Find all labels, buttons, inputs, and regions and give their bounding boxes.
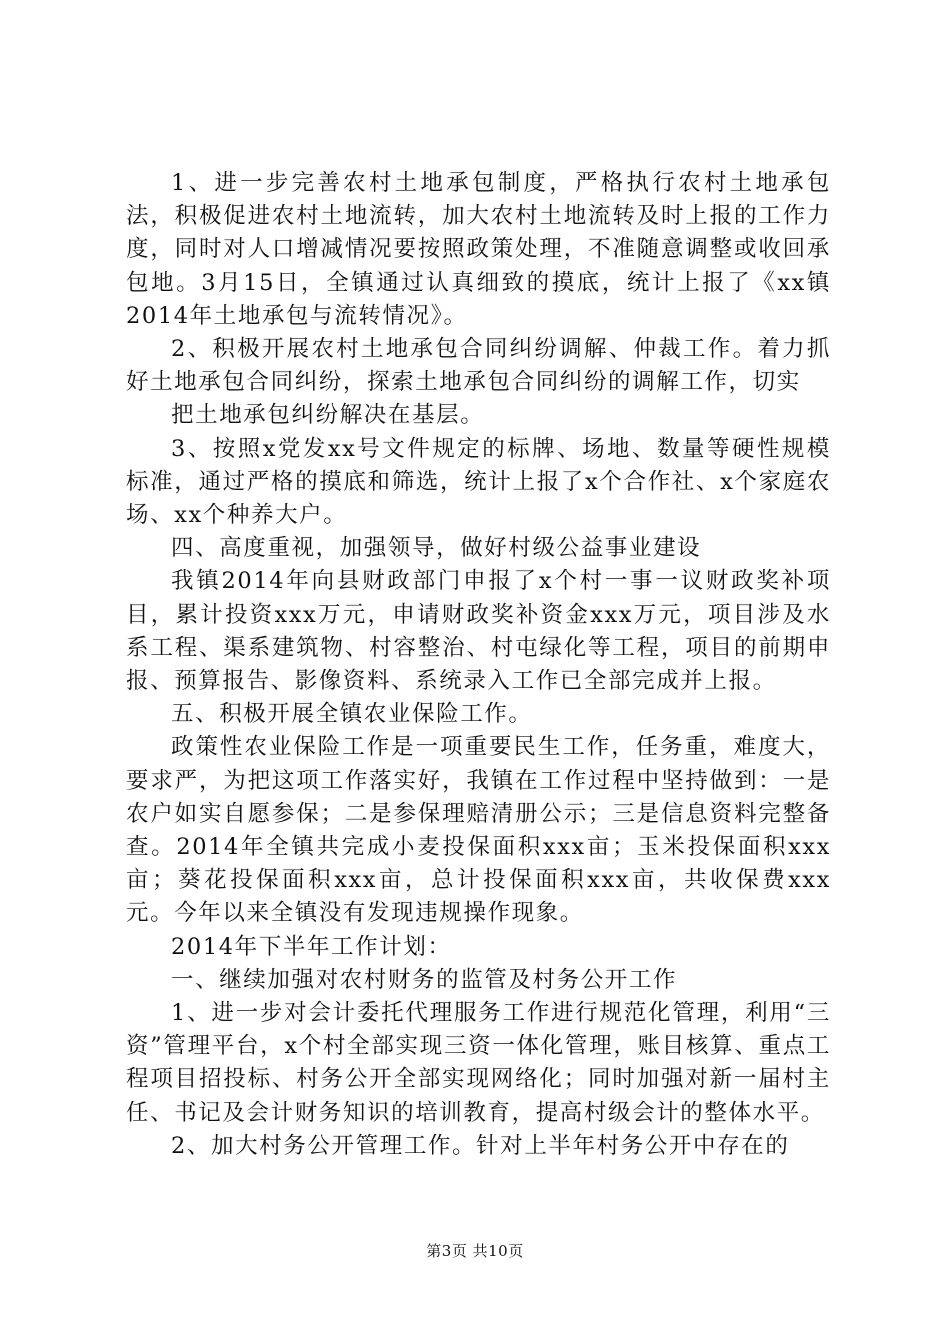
heading-second-half-plan: 2014年下半年工作计划： [171, 933, 452, 960]
section-heading-village-finance: 一、继续加强对农村财务的监管及村务公开工作 [171, 966, 678, 993]
section-heading-agricultural-insurance: 五、积极开展全镇农业保险工作。 [171, 701, 533, 728]
paragraph-contract-disputes: 2、积极开展农村土地承包合同纠纷调解、仲裁工作。着力抓好土地承包合同纠纷，探索土地承包合同纠纷的调解工作，切实 [126, 336, 831, 396]
paragraph-resolve-at-grassroots: 把土地承包纠纷解决在基层。 [171, 402, 485, 429]
paragraph-village-affairs-disclosure: 2、加大村务公开管理工作。针对上半年村务公开中存在的 [171, 1132, 790, 1159]
page-number-footer: 第3页 共10页 [426, 1242, 524, 1260]
paragraph-accounting-agency: 1、进一步对会计委托代理服务工作进行规范化管理，利用“三资”管理平台，x个村全部实现三资一体化管理，账目核算、重点工程项目招投标、村务公开全部实现网络化；同时加强对新一届村主任、书记及会计财务知识的培训教育，提高村级会计的整体水平。 [126, 1000, 831, 1126]
paragraph-public-welfare-projects: 我镇2014年向县财政部门申报了x个村一事一议财政奖补项目，累计投资xxx万元，申请财政奖补资金xxx万元，项目涉及水系工程、渠系建筑物、村容整治、村屯绿化等工程，项目的前期申报、预算报告、影像资料、系统录入工作已全部完成并上报。 [126, 568, 831, 695]
document-body [126, 167, 831, 1163]
paragraph-cooperatives: 3、按照x党发xx号文件规定的标牌、场地、数量等硬性规模标准，通过严格的摸底和筛选，统计上报了x个合作社、x个家庭农场、xx个种养大户。 [126, 435, 831, 529]
paragraph-land-contract-system: 1、进一步完善农村土地承包制度，严格执行农村土地承包法，积极促进农村土地流转，加大农村土地流转及时上报的工作力度，同时对人口增减情况要按照政策处理，不准随意调整或收回承包地。3月15日，全镇通过认真细致的摸底，统计上报了《xx镇2014年土地承包与流转情况》。 [126, 170, 831, 329]
paragraph-agricultural-insurance: 政策性农业保险工作是一项重要民生工作，任务重，难度大，要求严，为把这项工作落实好，我镇在工作过程中坚持做到：一是农户如实自愿参保；二是参保理赔清册公示；三是信息资料完整备查。2014年全镇共完成小麦投保面积xxx亩；玉米投保面积xxx亩；葵花投保面积xxx亩，总计投保面积xxx亩，共收保费xxx元。今年以来全镇没有发现违规操作现象。 [126, 734, 831, 927]
section-heading-public-welfare: 四、高度重视，加强领导，做好村级公益事业建设 [171, 535, 702, 562]
